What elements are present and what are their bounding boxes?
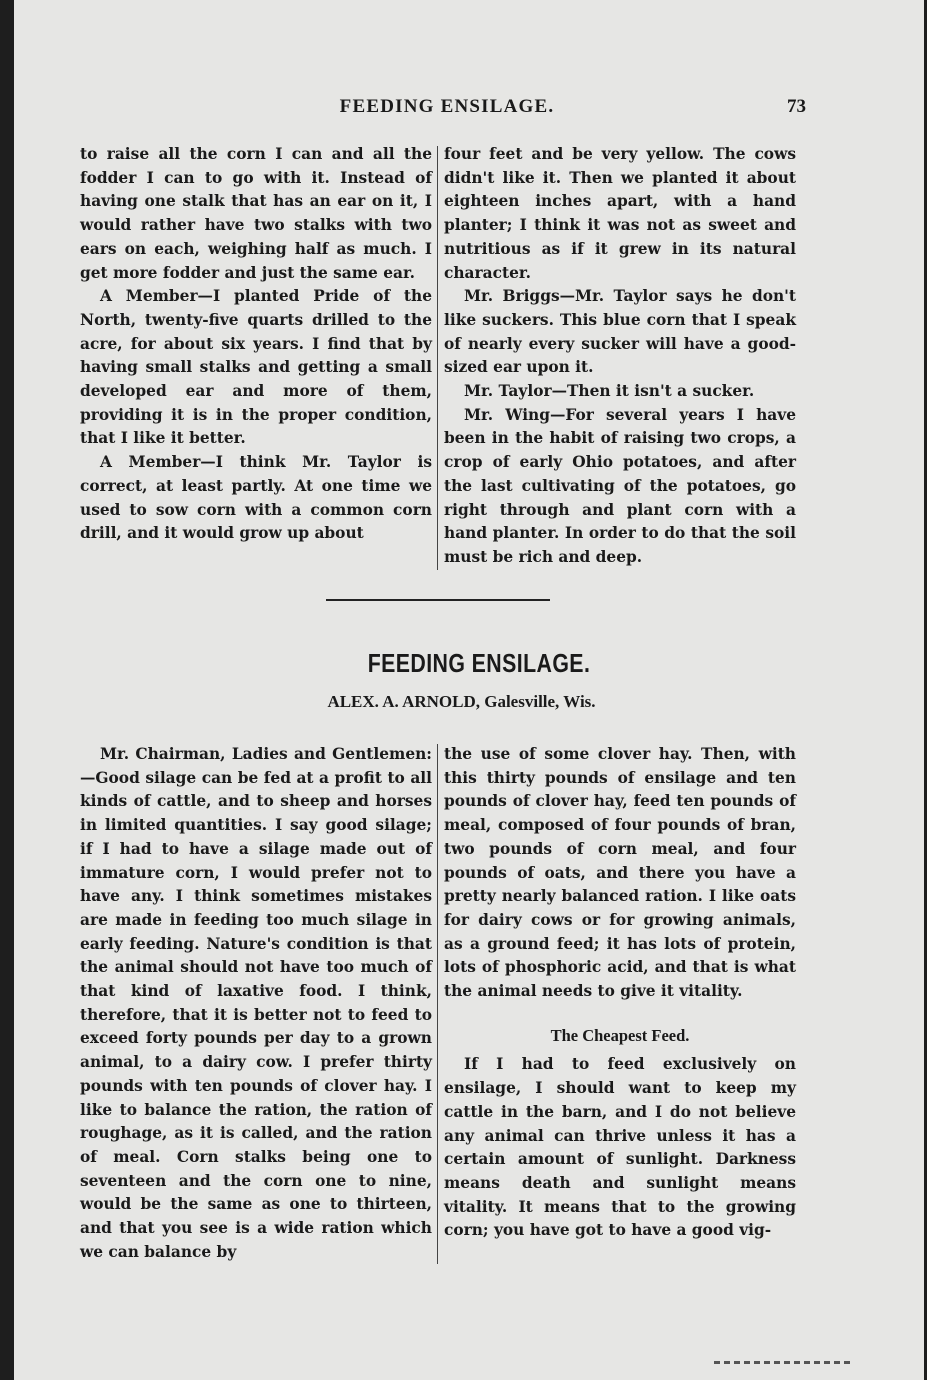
article-left-column [80,743,432,1264]
book-page [14,0,924,1380]
paragraph: Mr. Taylor—Then it isn't a sucker. [464,382,755,401]
paragraph: If I had to feed exclusively on ensilage, I should want to keep my cattle in the barn, and I do not believe any animal can thrive unless it has a certain amount of sunlight. Darkness means death and sunlight means vitality. It means that to the growing corn; you have got to have a good vig- [444,1055,796,1240]
section-divider-rule [326,599,550,601]
paragraph: to raise all the corn I can and all the fodder I can to go with it. Instead of having one stalk that has an ear on it, I would rather have two stalks with two ears on each, weighing half as much. I get more fodder and just the same ear. [80,145,432,282]
running-head: FEEDING ENSILAGE. [339,96,555,117]
article-byline: ALEX. A. ARNOLD, Galesville, Wis. [327,692,596,711]
article-title: FEEDING ENSILAGE. [367,648,591,678]
paragraph: four feet and be very yellow. The cows didn't like it. Then we planted it about eighteen inches apart, with a hand planter; I think it was not as sweet and nutritious as if it grew in its natural character. [444,145,796,282]
paragraph: Mr. Wing—For several years I have been in the habit of raising two crops, a crop of early Ohio potatoes, and after the last cultivating of the potatoes, go right through and plant corn with a hand planter. In order to do that the soil must be rich and deep. [444,405,796,566]
paragraph: the use of some clover hay. Then, with this thirty pounds of ensilage and ten pounds of clover hay, feed ten pounds of meal, composed of four pounds of bran, two pounds of corn meal, and four pounds of oats, and there you have a pretty nearly balanced ration. I like oats for dairy cows or for growing animals, as a ground feed; it has lots of protein, lots of phosphoric acid, and that is what the animal needs to give it vitality. [444,745,796,1001]
page-number: 73 [787,96,806,117]
paragraph: Mr. Chairman, Ladies and Gentlemen:—Good silage can be fed at a profit to all kinds of cattle, and to sheep and horses in limited quantities. I say good silage; if I had to have a silage made out of immature corn, I would prefer not to have any. I think sometimes mistakes are made in feeding too much silage in early feeding. Nature's condition is that the animal should not have too much of that kind of laxative food. I think, therefore, that it is better not to feed to exceed forty pounds per day to a grown animal, to a dairy cow. I prefer thirty pounds with ten pounds of clover hay. I like to balance the ration, the ration of roughage, as it is called, and the ration of meal. Corn stalks being one to seventeen and the corn one to nine, would be the same as one to thirteen, and that you see is a wide ration which we can balance by [80,745,432,1261]
top-right-column [444,143,796,570]
paragraph: Mr. Briggs—Mr. Taylor says he don't like suckers. This blue corn that I speak of nearly every sucker will have a good-sized ear upon it. [444,287,796,377]
section-subheading: The Cheapest Feed. [550,1025,690,1045]
column-divider [437,146,438,570]
paragraph: A Member—I planted Pride of the North, twenty-five quarts drilled to the acre, for about six years. I find that by having small stalks and getting a small developed ear and more of them, providing it is in the proper condition, that I like it better. [80,287,432,448]
paragraph: A Member—I think Mr. Taylor is correct, at least partly. At one time we used to sow corn with a common corn drill, and it would grow up about [80,453,432,543]
top-left-column [80,143,432,546]
scan-artifact [714,1361,854,1364]
column-divider [437,744,438,1264]
article-right-column [444,743,796,1243]
